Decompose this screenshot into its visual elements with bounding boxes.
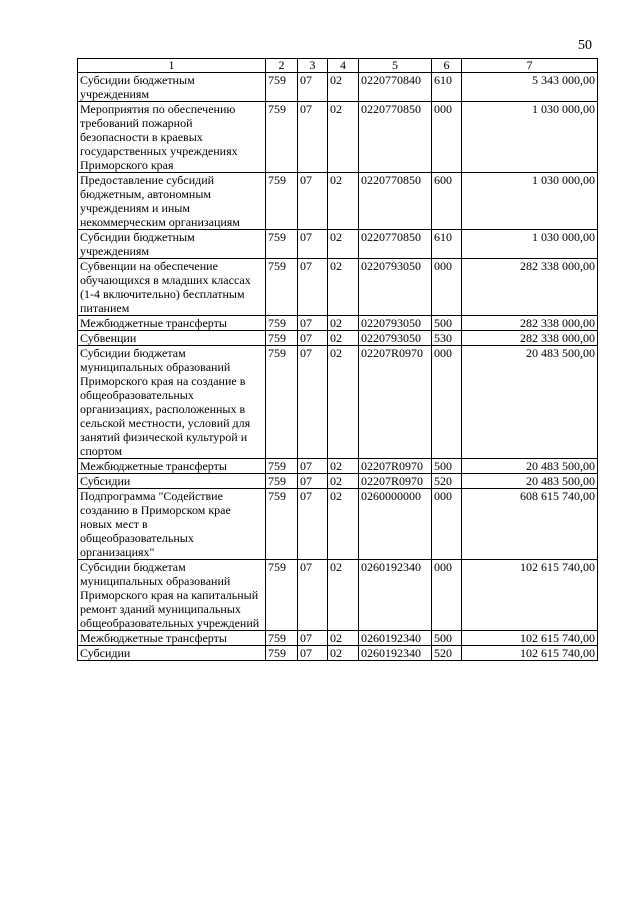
row-section-cell: 07	[298, 102, 328, 173]
row-subsection-cell: 02	[328, 73, 359, 102]
row-ministry-cell: 759	[266, 459, 298, 474]
row-section-cell: 07	[298, 474, 328, 489]
table-row	[78, 173, 598, 230]
row-subsection-cell: 02	[328, 646, 359, 661]
row-ministry-cell: 759	[266, 646, 298, 661]
row-type-cell: 600	[432, 173, 462, 230]
row-ministry-cell: 759	[266, 631, 298, 646]
row-name-cell: Субсидии бюджетным учреждениям	[78, 230, 266, 259]
row-section-cell: 07	[298, 346, 328, 459]
row-name-cell: Межбюджетные трансферты	[78, 459, 266, 474]
row-type-cell: 500	[432, 631, 462, 646]
row-type-cell: 500	[432, 316, 462, 331]
row-name-cell: Межбюджетные трансферты	[78, 631, 266, 646]
header-cell: 3	[298, 59, 328, 73]
row-ministry-cell: 759	[266, 331, 298, 346]
row-amount-cell: 282 338 000,00	[462, 259, 598, 316]
row-amount-cell: 20 483 500,00	[462, 346, 598, 459]
header-cell: 6	[432, 59, 462, 73]
row-ministry-cell: 759	[266, 489, 298, 560]
row-target-cell: 0220770850	[359, 173, 432, 230]
row-type-cell: 000	[432, 346, 462, 459]
row-target-cell: 0260000000	[359, 489, 432, 560]
row-ministry-cell: 759	[266, 259, 298, 316]
row-type-cell: 000	[432, 489, 462, 560]
table-row	[78, 73, 598, 102]
row-name-cell: Субсидии бюджетам муниципальных образований Приморского края на создание в общеобразовательных организациях, расположенных в сельской местности, условий для занятий физической культурой и спортом	[78, 346, 266, 459]
header-cell: 4	[328, 59, 359, 73]
table-row	[78, 316, 598, 331]
row-name-cell: Мероприятия по обеспечению требований пожарной безопасности в краевых государственных учреждениях Приморского края	[78, 102, 266, 173]
row-subsection-cell: 02	[328, 631, 359, 646]
row-name-cell: Субсидии	[78, 474, 266, 489]
header-cell: 2	[266, 59, 298, 73]
row-type-cell: 500	[432, 459, 462, 474]
row-subsection-cell: 02	[328, 459, 359, 474]
table-row	[78, 646, 598, 661]
row-amount-cell: 102 615 740,00	[462, 560, 598, 631]
header-cell: 5	[359, 59, 432, 73]
table-row	[78, 631, 598, 646]
row-section-cell: 07	[298, 316, 328, 331]
row-type-cell: 520	[432, 474, 462, 489]
row-name-cell: Подпрограмма "Содействие созданию в Приморском крае новых мест в общеобразовательных организациях"	[78, 489, 266, 560]
row-name-cell: Субвенции	[78, 331, 266, 346]
row-target-cell: 0220770850	[359, 102, 432, 173]
row-subsection-cell: 02	[328, 316, 359, 331]
table-row	[78, 346, 598, 459]
row-target-cell: 02207R0970	[359, 459, 432, 474]
row-target-cell: 0220770850	[359, 230, 432, 259]
row-type-cell: 610	[432, 230, 462, 259]
table-row	[78, 331, 598, 346]
row-type-cell: 520	[432, 646, 462, 661]
row-amount-cell: 5 343 000,00	[462, 73, 598, 102]
row-subsection-cell: 02	[328, 560, 359, 631]
table-row	[78, 459, 598, 474]
row-type-cell: 000	[432, 259, 462, 316]
row-subsection-cell: 02	[328, 173, 359, 230]
table-row	[78, 259, 598, 316]
row-name-cell: Субсидии бюджетным учреждениям	[78, 73, 266, 102]
row-amount-cell: 20 483 500,00	[462, 474, 598, 489]
table-row	[78, 489, 598, 560]
row-section-cell: 07	[298, 489, 328, 560]
row-amount-cell: 282 338 000,00	[462, 331, 598, 346]
page-number: 50	[578, 38, 592, 53]
row-target-cell: 0260192340	[359, 646, 432, 661]
header-cell: 1	[78, 59, 266, 73]
row-amount-cell: 102 615 740,00	[462, 631, 598, 646]
row-amount-cell: 102 615 740,00	[462, 646, 598, 661]
row-amount-cell: 1 030 000,00	[462, 102, 598, 173]
row-section-cell: 07	[298, 459, 328, 474]
row-name-cell: Субсидии	[78, 646, 266, 661]
row-subsection-cell: 02	[328, 102, 359, 173]
row-target-cell: 0220770840	[359, 73, 432, 102]
row-ministry-cell: 759	[266, 230, 298, 259]
row-section-cell: 07	[298, 331, 328, 346]
row-amount-cell: 1 030 000,00	[462, 230, 598, 259]
row-name-cell: Предоставление субсидий бюджетным, автономным учреждениям и иным некоммерческим организациям	[78, 173, 266, 230]
table-row	[78, 560, 598, 631]
row-section-cell: 07	[298, 230, 328, 259]
row-amount-cell: 20 483 500,00	[462, 459, 598, 474]
row-target-cell: 02207R0970	[359, 474, 432, 489]
table-body	[78, 73, 598, 661]
row-section-cell: 07	[298, 73, 328, 102]
row-subsection-cell: 02	[328, 259, 359, 316]
budget-table	[77, 58, 598, 661]
row-type-cell: 000	[432, 560, 462, 631]
row-target-cell: 0220793050	[359, 331, 432, 346]
row-ministry-cell: 759	[266, 73, 298, 102]
header-row	[78, 59, 598, 73]
table-row	[78, 474, 598, 489]
row-name-cell: Субвенции на обеспечение обучающихся в младших классах (1-4 включительно) бесплатным питанием	[78, 259, 266, 316]
row-ministry-cell: 759	[266, 346, 298, 459]
row-target-cell: 02207R0970	[359, 346, 432, 459]
row-target-cell: 0220793050	[359, 316, 432, 331]
row-section-cell: 07	[298, 631, 328, 646]
table-row	[78, 102, 598, 173]
row-subsection-cell: 02	[328, 474, 359, 489]
row-section-cell: 07	[298, 646, 328, 661]
row-amount-cell: 1 030 000,00	[462, 173, 598, 230]
row-ministry-cell: 759	[266, 474, 298, 489]
row-amount-cell: 608 615 740,00	[462, 489, 598, 560]
table-row	[78, 230, 598, 259]
row-target-cell: 0220793050	[359, 259, 432, 316]
row-target-cell: 0260192340	[359, 631, 432, 646]
row-type-cell: 530	[432, 331, 462, 346]
row-ministry-cell: 759	[266, 560, 298, 631]
row-type-cell: 000	[432, 102, 462, 173]
row-type-cell: 610	[432, 73, 462, 102]
row-section-cell: 07	[298, 173, 328, 230]
row-subsection-cell: 02	[328, 346, 359, 459]
header-cell: 7	[462, 59, 598, 73]
row-ministry-cell: 759	[266, 102, 298, 173]
row-amount-cell: 282 338 000,00	[462, 316, 598, 331]
row-target-cell: 0260192340	[359, 560, 432, 631]
row-section-cell: 07	[298, 259, 328, 316]
row-subsection-cell: 02	[328, 489, 359, 560]
row-name-cell: Межбюджетные трансферты	[78, 316, 266, 331]
row-section-cell: 07	[298, 560, 328, 631]
row-ministry-cell: 759	[266, 316, 298, 331]
row-subsection-cell: 02	[328, 230, 359, 259]
row-name-cell: Субсидии бюджетам муниципальных образований Приморского края на капитальный ремонт зданий муниципальных общеобразовательных учреждений	[78, 560, 266, 631]
row-ministry-cell: 759	[266, 173, 298, 230]
row-subsection-cell: 02	[328, 331, 359, 346]
